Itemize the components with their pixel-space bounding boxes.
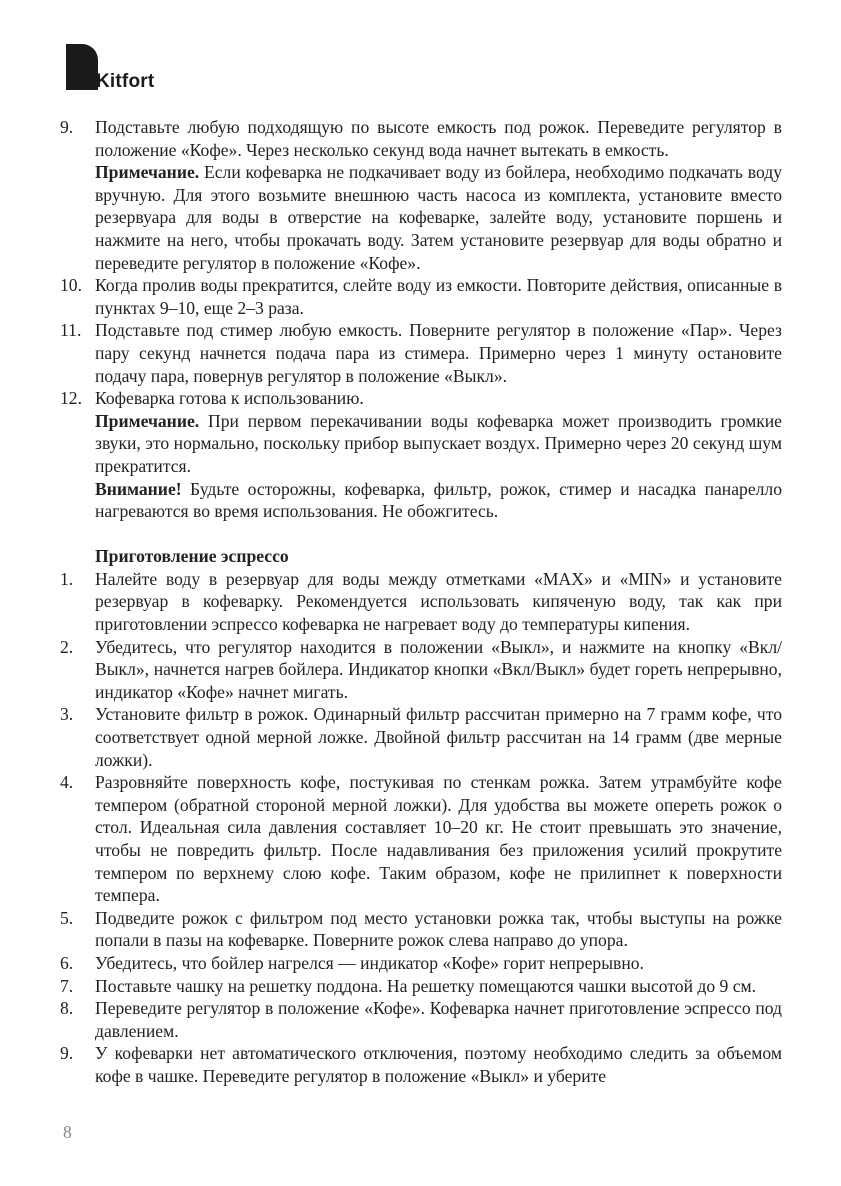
note-label: Примечание. [95,162,200,183]
item-number: 12. [60,388,82,409]
brand-name: Kitfort [96,71,155,92]
item-number: 9. [60,117,74,137]
page-number: 8 [63,1122,72,1142]
list-item [60,952,782,975]
list-item [60,636,782,704]
item-number: 5. [60,907,74,928]
item-text: Налейте воду в резервуар для воды между отметками «MAX» и «MIN» и установите резервуар в кофеварку. Рекомендуется использовать кипяченую воду, так как при приготовлении эспрессо кофеварка не нагревает воду до температуры кипения. [95,568,782,635]
item-text: Переведите регулятор в положение «Кофе». Кофеварка начнет приготовление эспрессо под давлением. [95,998,782,1041]
list-item [60,975,782,998]
note-text: Если кофеварка не подкачивает воду из бойлера, необходимо подкачать воду вручную. Для этого возьмите внешнюю часть насоса из комплекта, установите вместо резервуара для воды в отверстие на кофеварке, залейте воду, установите поршень и нажмите на него, чтобы прокачать воду. Затем установите резервуар для воды обратно и переведите регулятор в положение «Кофе». [95,162,782,273]
item-text: Когда пролив воды прекратится, слейте воду из емкости. Повторите действия, описанные в пунктах 9–10, еще 2–3 раза. [95,275,782,318]
note-paragraph [60,161,782,274]
item-text: Поставьте чашку на решетку поддона. На решетку помещаются чашки высотой до 9 см. [95,975,757,996]
item-number: 3. [60,704,74,725]
item-number: 8. [60,998,74,1019]
list-item [60,1042,782,1087]
warning-paragraph [60,478,782,523]
item-number: 4. [60,772,74,793]
list-item [60,116,782,161]
list-item [60,568,782,636]
note-paragraph [60,410,782,478]
item-text: Убедитесь, что бойлер нагрелся — индикатор «Кофе» горит непрерывно. [95,952,644,973]
item-number: 11. [60,320,82,341]
list-item [60,387,782,410]
section-heading: Приготовление эспрессо [95,546,289,567]
page-content [60,116,782,1088]
list-item [60,997,782,1042]
item-text: У кофеварки нет автоматического отключения, поэтому необходимо следить за объемом кофе в чашке. Переведите регулятор в положение «Выкл» и уберите [95,1043,782,1086]
note-label: Примечание. [95,410,200,431]
item-text: Установите фильтр в рожок. Одинарный фильтр рассчитан примерно на 7 грамм кофе, что соответствует одной мерной ложке. Двойной фильтр рассчитан на 14 грамм (две мерные ложки). [95,704,782,770]
item-number: 6. [60,952,74,973]
list-item [60,907,782,952]
item-number: 9. [60,1043,74,1064]
item-number: 2. [60,636,74,657]
note-text: При первом перекачивании воды кофеварка может производить громкие звуки, это нормально, поскольку прибор выпускает воздух. Примерно через 20 секунд шум прекратится. [95,410,782,476]
item-text: Разровняйте поверхность кофе, постукивая по стенкам рожка. Затем утрамбуйте кофе темпером (обратной стороной мерной ложки). Для удобства вы можете опереть рожок о стол. Идеальная сила давления составляет 10–20 кг. Не стоит превышать это значение, чтобы не повредить фильтр. После надавливания без приложения усилий прокрутите темпером по верхнему слою кофе. Таким образом, кофе не прилипнет к поверхности темпера. [95,772,782,906]
kitfort-logo-mark [66,44,98,90]
item-text: Кофеварка готова к использованию. [95,388,364,409]
item-number: 7. [60,975,74,996]
warning-label: Внимание! [95,478,182,499]
item-text: Подставьте любую подходящую по высоте емкость под рожок. Переведите регулятор в положение «Кофе». Через несколько секунд вода начнет вытекать в емкость. [95,117,782,160]
item-number: 10. [60,275,82,296]
kitfort-logo [66,44,186,96]
list-item [60,703,782,771]
list-item [60,771,782,907]
list-item [60,274,782,319]
item-number: 1. [60,568,74,589]
item-text: Подведите рожок с фильтром под место установки рожка так, чтобы выступы на рожке попали в пазы на кофеварке. Поверните рожок слева направо до упора. [95,907,782,951]
item-text: Подставьте под стимер любую емкость. Поверните регулятор в положение «Пар». Через пару секунд начнется подача пара из стимера. Примерно через 1 минуту остановите подачу пара, повернув регулятор в положение «Выкл». [95,320,782,386]
warning-text: Будьте осторожны, кофеварка, фильтр, рожок, стимер и насадка панарелло нагреваются во время использования. Не обожгитесь. [95,478,782,522]
item-text: Убедитесь, что регулятор находится в положении «Выкл», и нажмите на кнопку «Вкл/Выкл», начнется нагрев бойлера. Индикатор кнопки «Вкл/Выкл» будет гореть непрерывно, индикатор «Кофе» начнет мигать. [95,636,782,702]
list-item [60,319,782,387]
